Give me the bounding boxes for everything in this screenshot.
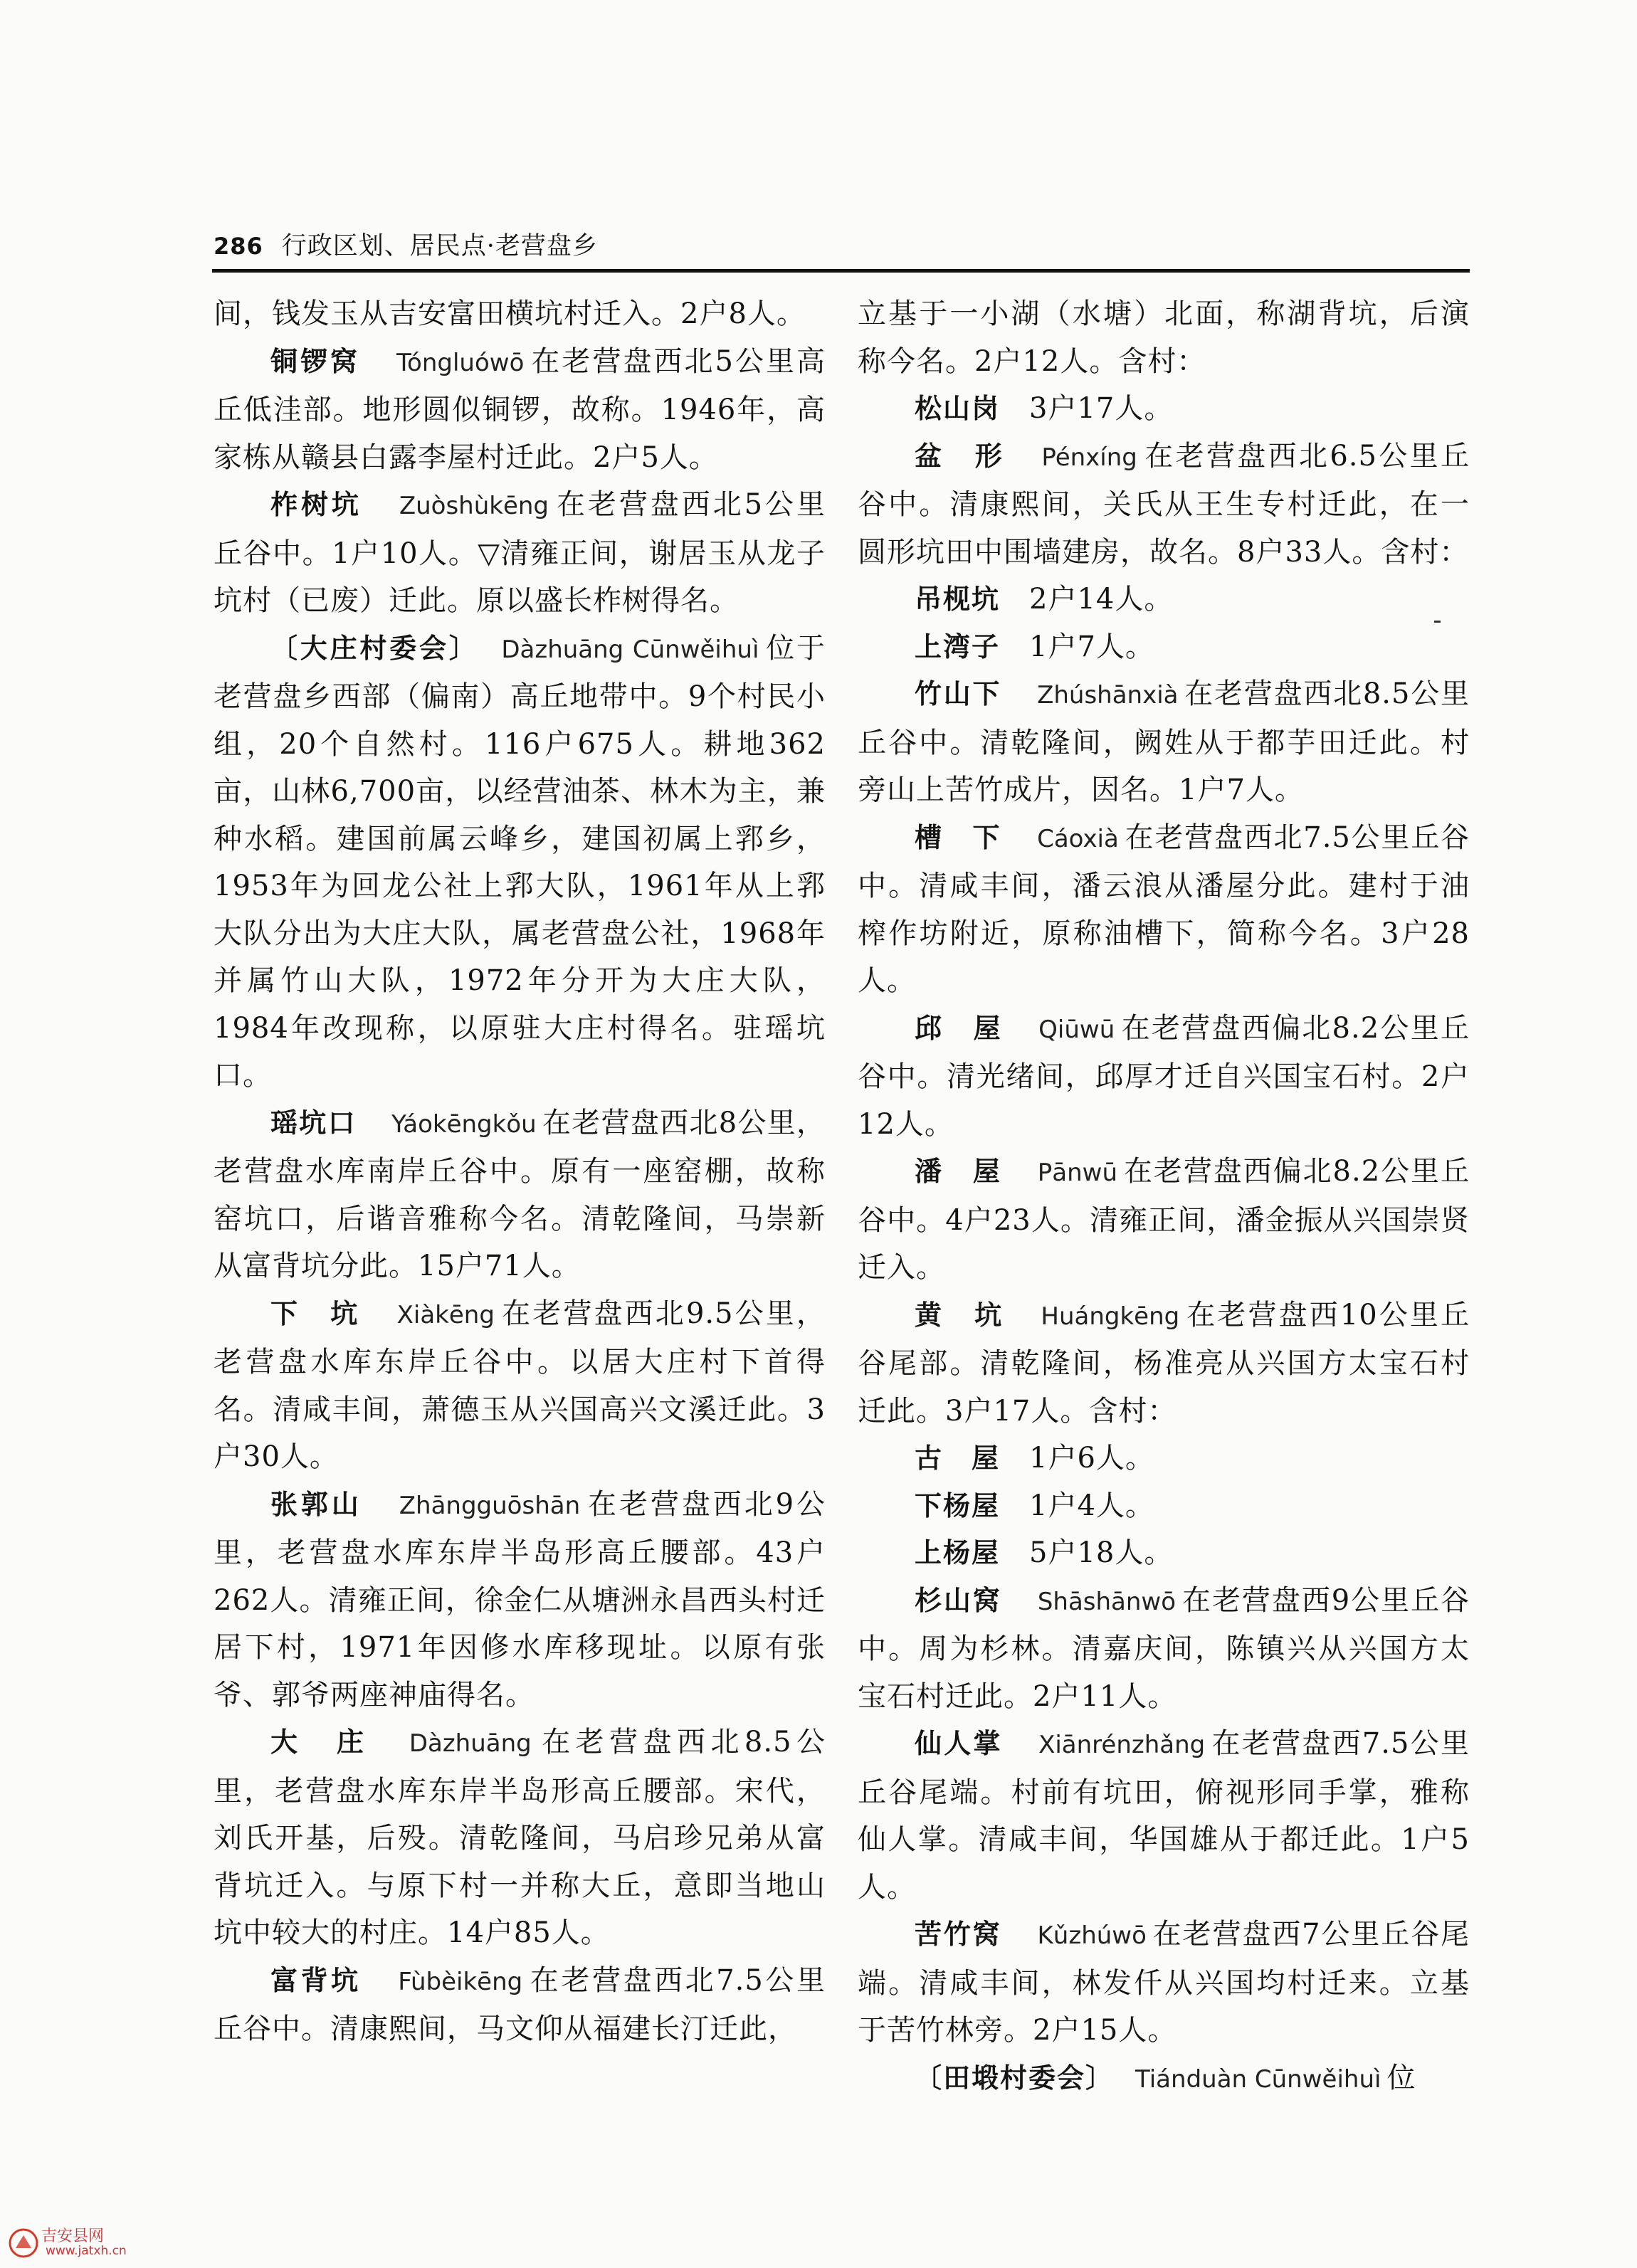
entry-text: 1户4人。 — [1029, 1489, 1154, 1522]
gazetteer-entry — [858, 2055, 1470, 2104]
gazetteer-entry — [858, 1148, 1470, 1292]
right-column — [858, 290, 1470, 2103]
page-number: 286 — [214, 233, 263, 260]
sub-village-entry — [858, 623, 1470, 671]
entry-text: 在老营盘西偏北8.2公里丘谷中。4户23人。清雍正间，潘金振从兴国崇贤迁入。 — [858, 1155, 1470, 1284]
sub-village-entry — [858, 385, 1470, 433]
sub-village-entry — [858, 576, 1470, 623]
entry-name: 竹山下 — [915, 678, 1002, 710]
entry-text: 在老营盘西北9.5公里，老营盘水库东岸丘谷中。以居大庄村下首得名。清咸丰间，萧德玉从兴国高兴文溪迁此。3户30人。 — [214, 1297, 826, 1473]
site-watermark — [4, 2224, 168, 2264]
entry-pinyin: Yáokēngkǒu — [391, 1109, 537, 1139]
entry-text: 在老营盘西北5公里丘谷中。1户10人。▽清雍正间，谢居玉从龙子坑村（已废）迁此。原以盛长柞树得名。 — [214, 488, 826, 617]
entry-pinyin: Tiánduàn Cūnwěihuì — [1135, 2064, 1381, 2094]
entry-pinyin: Tóngluówō — [396, 348, 525, 377]
entry-name: 槽 下 — [915, 821, 1002, 853]
entry-pinyin: Shāshānwō — [1037, 1587, 1177, 1616]
gazetteer-entry — [858, 670, 1470, 814]
entry-pinyin: Xiānrénzhǎng — [1038, 1731, 1206, 1759]
gazetteer-entry — [858, 1005, 1470, 1149]
entry-text: 在老营盘西偏北8.2公里丘谷中。清光绪间，邱厚才迁自兴国宝石村。2户12人。 — [858, 1011, 1470, 1141]
entry-pinyin: Qiūwū — [1038, 1015, 1115, 1044]
gazetteer-entry — [214, 1719, 826, 1957]
ink-speck — [1434, 621, 1441, 623]
entry-text: 在老营盘西9公里丘谷中。周为杉林。清嘉庆间，陈镇兴从兴国方太宝石村迁此。2户11人。 — [858, 1583, 1470, 1713]
entry-name: 古 屋 — [915, 1442, 1001, 1474]
watermark-site-name: 吉安县网 — [41, 2227, 105, 2245]
running-header — [214, 226, 1470, 262]
entry-name: 张郭山 — [270, 1488, 362, 1520]
left-column — [214, 290, 826, 2053]
entry-pinyin: Dàzhuāng — [409, 1729, 532, 1758]
entry-name: 仙人掌 — [915, 1728, 1003, 1759]
entry-text: 在老营盘西北8.5公里丘谷中。清乾隆间，阙姓从于都芋田迁此。村旁山上苦竹成片，因名。1户7人。 — [858, 677, 1470, 806]
entry-name: 柞树坑 — [270, 489, 362, 520]
entry-name: 上杨屋 — [915, 1537, 1001, 1568]
entry-text: 位于老营盘乡西部（偏南）高丘地带中。9个村民小组，20个自然村。116户675人。耕地362亩，山林6,700亩，以经营油茶、林木为主，兼种水稻。建国前属云峰乡，建国初属上郛乡，1953年为回龙公社上郛大队，1961年从上郛大队分出为大庄大队，属老营盘公社，1968年并属竹山大队，1972年分开为大庄大队，1984年改现称，以原驻大庄村得名。驻瑶坑口。 — [214, 631, 826, 1092]
entry-name: 吊枧坑 — [915, 584, 1001, 615]
entry-text: 间，钱发玉从吉安富田横坑村迁入。2户8人。 — [214, 297, 806, 330]
entry-name: 苦竹窝 — [915, 1919, 1002, 1950]
gazetteer-entry — [858, 1292, 1470, 1435]
entry-pinyin: Huángkēng — [1041, 1302, 1180, 1331]
entry-pinyin: Fùbèikēng — [398, 1967, 523, 1996]
sub-village-entry — [858, 1435, 1470, 1482]
entry-text: 在老营盘西10公里丘谷尾部。清乾隆间，杨准亮从兴国方太宝石村迁此。3户17人。含村： — [858, 1298, 1470, 1428]
gazetteer-entry — [214, 338, 826, 482]
gazetteer-entry — [858, 1911, 1470, 2055]
entry-pinyin: Pénxíng — [1041, 443, 1137, 472]
entry-name: 下 坑 — [270, 1297, 361, 1329]
entry-name: 上湾子 — [915, 631, 1001, 663]
entry-text: 在老营盘西北9公里，老营盘水库东岸半岛形高丘腰部。43户262人。清雍正间，徐金仁从塘洲永昌西头村迁居下村，1971年因修水库移现址。以原有张爷、郭爷两座神庙得名。 — [214, 1487, 826, 1711]
entry-pinyin: Pānwū — [1037, 1159, 1118, 1187]
entry-text: 5户18人。 — [1029, 1536, 1174, 1569]
entry-pinyin: Xiàkēng — [396, 1300, 495, 1329]
entry-text: 在老营盘西北8公里，老营盘水库南岸丘谷中。原有一座窑棚，故称窑坑口，后谐音雅称今名。清乾隆间，马崇新从富背坑分此。15户71人。 — [214, 1106, 826, 1282]
entry-text: 立基于一小湖（水塘）北面，称湖背坑，后演称今名。2户12人。含村： — [858, 297, 1470, 378]
watermark-url: www.jatxh.cn — [46, 2244, 127, 2258]
gazetteer-entry — [214, 1481, 826, 1719]
entry-pinyin: Kǔzhúwō — [1037, 1921, 1147, 1950]
entry-text: 在老营盘西北7.5公里丘谷中。清康熙间，马文仰从福建长汀迁此， — [214, 1963, 826, 2045]
gazetteer-entry — [214, 481, 826, 625]
entry-name: 杉山窝 — [915, 1584, 1002, 1616]
entry-text: 在老营盘西7公里丘谷尾端。清咸丰间，林发仟从兴国均村迁来。立基于苦竹林旁。2户15人。 — [858, 1918, 1470, 2047]
entry-name: 铜锣窝 — [270, 345, 361, 377]
entry-pinyin: Zuòshùkēng — [399, 492, 549, 520]
entry-text: 3户17人。 — [1029, 392, 1174, 425]
watermark-logo-icon — [9, 2228, 38, 2258]
entry-pinyin: Zhāngguōshān — [399, 1491, 581, 1520]
entry-name: 松山岗 — [915, 393, 1001, 424]
entry-name: 〔田塅村委会〕 — [915, 2062, 1101, 2094]
entry-text: 1户7人。 — [1029, 630, 1154, 663]
entry-name: 盆 形 — [915, 440, 1006, 472]
gazetteer-entry — [214, 1099, 826, 1290]
entry-name: 下杨屋 — [915, 1489, 1001, 1521]
entry-name: 富背坑 — [270, 1964, 362, 1996]
entry-text: 1户6人。 — [1029, 1442, 1154, 1475]
entry-name: 〔大庄村委会〕 — [270, 632, 465, 664]
entry-text: 在老营盘西北6.5公里丘谷中。清康熙间，关氏从王生专村迁此，在一圆形坑田中围墙建房，故名。8户33人。含村： — [858, 439, 1470, 569]
sub-village-entry — [858, 1529, 1470, 1577]
entry-pinyin: Cáoxià — [1037, 824, 1119, 853]
gazetteer-entry — [858, 1720, 1470, 1911]
entry-text: 在老营盘西7.5公里丘谷尾端。村前有坑田，俯视形同手掌，雅称仙人掌。清咸丰间，华国雄从于都迁此。1户5人。 — [858, 1727, 1470, 1904]
entry-text: 在老营盘西北5公里高丘低洼部。地形圆似铜锣，故称。1946年，高家栋从赣县白露李屋村迁此。2户5人。 — [214, 344, 826, 474]
continuation-paragraph — [858, 290, 1470, 385]
entry-name: 瑶坑口 — [270, 1107, 357, 1139]
entry-name: 邱 屋 — [915, 1012, 1003, 1044]
continuation-paragraph — [214, 290, 826, 338]
gazetteer-entry — [858, 814, 1470, 1005]
entry-pinyin: Dàzhuāng Cūnwěihuì — [501, 635, 759, 664]
entry-text: 在老营盘西北8.5公里，老营盘水库东岸半岛形高丘腰部。宋代，刘氏开基，后殁。清乾隆间，马启珍兄弟从富背坑迁入。与原下村一并称大丘，意即当地山坑中较大的村庄。14户85人。 — [214, 1726, 826, 1949]
entry-name: 大 庄 — [270, 1726, 370, 1758]
running-title: 行政区划、居民点·老营盘乡 — [281, 232, 598, 260]
entry-text: 位 — [1386, 2061, 1416, 2094]
sub-village-entry — [858, 1482, 1470, 1530]
gazetteer-entry — [214, 1957, 826, 2053]
entry-pinyin: Zhúshānxià — [1037, 681, 1179, 710]
entry-text: 在老营盘西北7.5公里丘谷中。清咸丰间，潘云浪从潘屋分此。建村于油榨作坊附近，原称油槽下，简称今名。3户28人。 — [858, 821, 1470, 997]
entry-name: 潘 屋 — [915, 1156, 1002, 1187]
entry-text: 2户14人。 — [1029, 583, 1174, 616]
header-rule — [212, 269, 1470, 273]
gazetteer-entry — [858, 1577, 1470, 1721]
gazetteer-entry — [214, 625, 826, 1099]
entry-name: 黄 坑 — [915, 1299, 1005, 1331]
gazetteer-entry — [214, 1290, 826, 1481]
gazetteer-entry — [858, 433, 1470, 576]
